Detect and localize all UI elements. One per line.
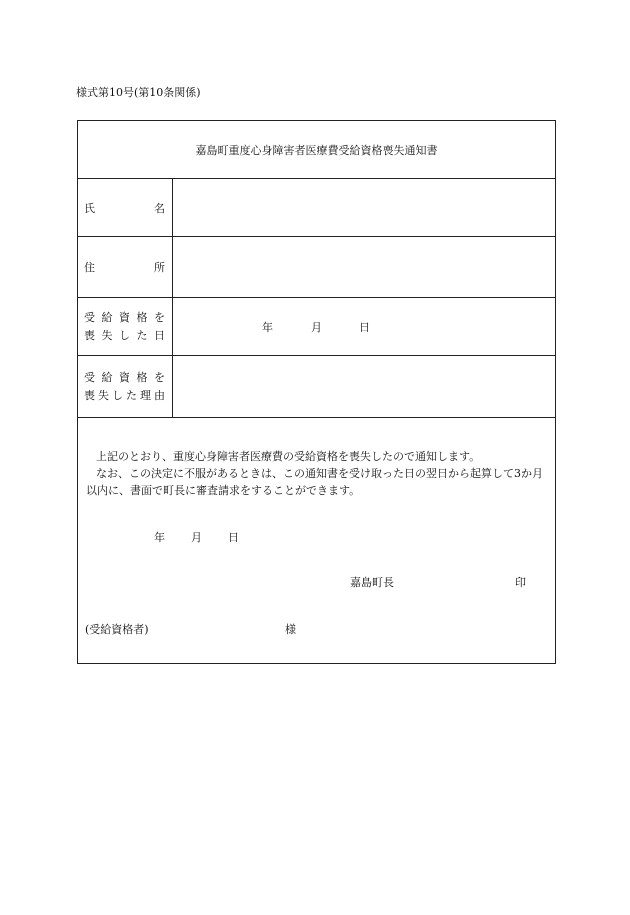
notice-text <box>86 448 549 499</box>
form-title-row <box>78 121 555 179</box>
form-reference: 様式第10号(第10条関係) <box>76 86 201 99</box>
seal-mark: 印 <box>515 576 526 589</box>
notice-date-day: 日 <box>228 531 239 544</box>
label-char: を <box>154 310 165 324</box>
loss-date-label <box>84 309 165 345</box>
label-char: 理 <box>140 388 151 402</box>
name-label <box>84 200 165 216</box>
label-char: 受 <box>84 370 95 384</box>
notice-paragraph-2: なお、この決定に不服があるときは、この通知書を受け取った日の翌日から起算して3か月以内に、書面で町長に審査請求をすることができます。 <box>86 467 543 497</box>
name-label-cell <box>78 179 173 236</box>
label-char: 資 <box>119 310 130 324</box>
notice-date-year: 年 <box>154 531 165 544</box>
name-label-char: 名 <box>154 201 165 215</box>
label-char: た <box>126 388 137 402</box>
label-char: を <box>154 370 165 384</box>
month-label: 月 <box>311 320 322 334</box>
day-label: 日 <box>359 320 370 334</box>
label-char: し <box>112 388 123 402</box>
label-char: 喪 <box>84 328 95 342</box>
label-char: 格 <box>136 370 148 384</box>
name-label-char: 氏 <box>84 201 95 215</box>
address-label-char: 所 <box>154 261 165 274</box>
label-char: 由 <box>154 388 165 402</box>
name-row <box>78 179 555 237</box>
loss-reason-field[interactable] <box>173 356 555 417</box>
notice-form <box>77 120 556 664</box>
label-char: 給 <box>101 310 113 324</box>
recipient-suffix: 様 <box>285 623 296 636</box>
address-label-char: 住 <box>84 261 95 274</box>
label-char: 給 <box>101 370 113 384</box>
loss-reason-label <box>84 369 165 405</box>
label-char: 失 <box>101 328 113 342</box>
loss-date-field[interactable] <box>173 298 555 355</box>
label-char: た <box>136 328 148 342</box>
label-char: 失 <box>98 388 109 402</box>
form-title: 嘉島町重度心身障害者医療費受給資格喪失通知書 <box>195 143 438 157</box>
address-label-cell <box>78 237 173 297</box>
year-label: 年 <box>262 320 273 334</box>
notice-section <box>78 418 555 663</box>
loss-reason-label-cell <box>78 356 173 417</box>
label-char: 喪 <box>84 388 95 402</box>
notice-date-month: 月 <box>191 531 202 544</box>
issuer-title: 嘉島町長 <box>350 576 394 589</box>
name-field[interactable] <box>173 179 555 236</box>
label-char: 受 <box>84 310 95 324</box>
loss-date-row <box>78 298 555 356</box>
label-char: 資 <box>119 370 130 384</box>
recipient-label: (受給資格者) <box>85 623 149 636</box>
address-field[interactable] <box>173 237 555 297</box>
address-label <box>84 259 165 275</box>
address-row <box>78 237 555 298</box>
label-char: 格 <box>136 310 148 324</box>
label-char: 日 <box>154 328 165 342</box>
loss-reason-row <box>78 356 555 418</box>
notice-paragraph-1: 上記のとおり、重度心身障害者医療費の受給資格を喪失したので通知します。 <box>96 450 481 463</box>
loss-date-label-cell <box>78 298 173 355</box>
label-char: し <box>119 328 130 342</box>
